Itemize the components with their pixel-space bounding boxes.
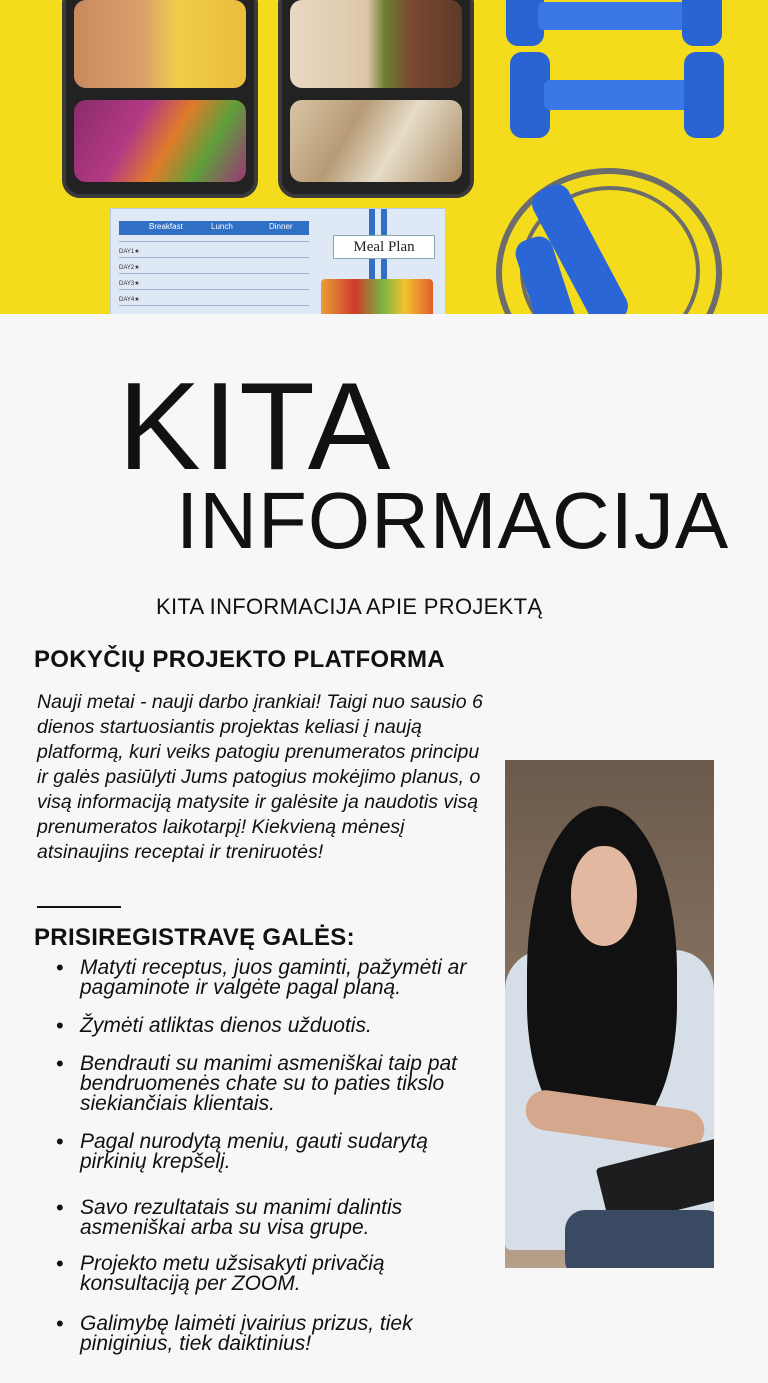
jeans <box>565 1210 714 1268</box>
meal-plan-gridline <box>119 257 309 258</box>
benefit-item: • Galimybę laimėti įvairius prizus, tiek piniginius, tiek daiktinius! <box>56 1314 476 1354</box>
meal-plan-column-dinner: Dinner <box>269 222 293 231</box>
platform-description: Nauji metai - nauji darbo įrankiai! Taigi nuo sausio 6 dienos startuosiantis projektas keliasi į naują platformą, kuri veiks patogiu prenumeratos principu ir galės pasiūlyti Jums patogius mokėjimo planus, o visą informaciją matysite ir galėsite ja naudotis visą prenumeratos laikotarpį! Kiekvieną mėnesį atsinaujins receptai ir treniruotės! <box>37 691 483 863</box>
meal-plan-column-lunch: Lunch <box>211 222 233 231</box>
meal-plan-gridline <box>119 273 309 274</box>
fruit-bowl-photo <box>321 279 433 314</box>
hero-image <box>0 0 768 314</box>
benefit-item: • Bendrauti su manimi asmeniškai taip pat bendruomenės chate su to paties tikslo siekiančiais klientais. <box>56 1054 476 1114</box>
benefits-heading: PRISIREGISTRAVĘ GALĖS: <box>34 924 355 951</box>
benefit-item: • Žymėti atliktas dienos užduotis. <box>56 1016 476 1036</box>
meal-plan-day: DAY2★ <box>119 265 140 271</box>
benefit-item: • Savo rezultatais su manimi dalintis asmeniškai arba su visa grupe. <box>56 1198 476 1238</box>
chicken-rice-compartment <box>74 0 246 88</box>
chicken-buckwheat-compartment <box>290 0 462 88</box>
meal-plan-sheet <box>110 208 446 314</box>
meal-container-left <box>62 0 258 198</box>
mushroom-compartment <box>290 100 462 182</box>
dumbbell-bottom <box>510 52 724 140</box>
meal-plan-gridline <box>119 289 309 290</box>
meal-plan-day: DAY1★ <box>119 249 140 255</box>
salad-compartment <box>74 100 246 182</box>
page-title: KITA <box>118 358 393 496</box>
face <box>571 846 637 946</box>
dumbbell-top <box>506 0 722 48</box>
section-divider <box>37 906 121 908</box>
meal-plan-day: DAY4★ <box>119 297 140 303</box>
meal-plan-gridline <box>119 241 309 242</box>
tagline: KITA INFORMACIJA APIE PROJEKTĄ <box>156 594 543 619</box>
meal-plan-title: Meal Plan <box>333 235 435 259</box>
benefit-item: • Matyti receptus, juos gaminti, pažymėti ar pagaminote ir valgėte pagal planą. <box>56 958 476 998</box>
meal-plan-column-breakfast: Breakfast <box>149 222 183 231</box>
platform-heading: POKYČIŲ PROJEKTO PLATFORMA <box>34 646 445 673</box>
page-subtitle: INFORMACIJA <box>176 476 730 565</box>
meal-plan-header <box>119 221 309 235</box>
benefit-item: • Pagal nurodytą meniu, gauti sudarytą pirkinių krepšelį. <box>56 1132 476 1172</box>
portrait-photo <box>505 760 714 1268</box>
benefit-item: • Projekto metu užsisakyti privačią konsultaciją per ZOOM. <box>56 1254 476 1294</box>
meal-plan-day: DAY3★ <box>119 281 140 287</box>
meal-plan-gridline <box>119 305 309 306</box>
meal-container-right <box>278 0 474 198</box>
